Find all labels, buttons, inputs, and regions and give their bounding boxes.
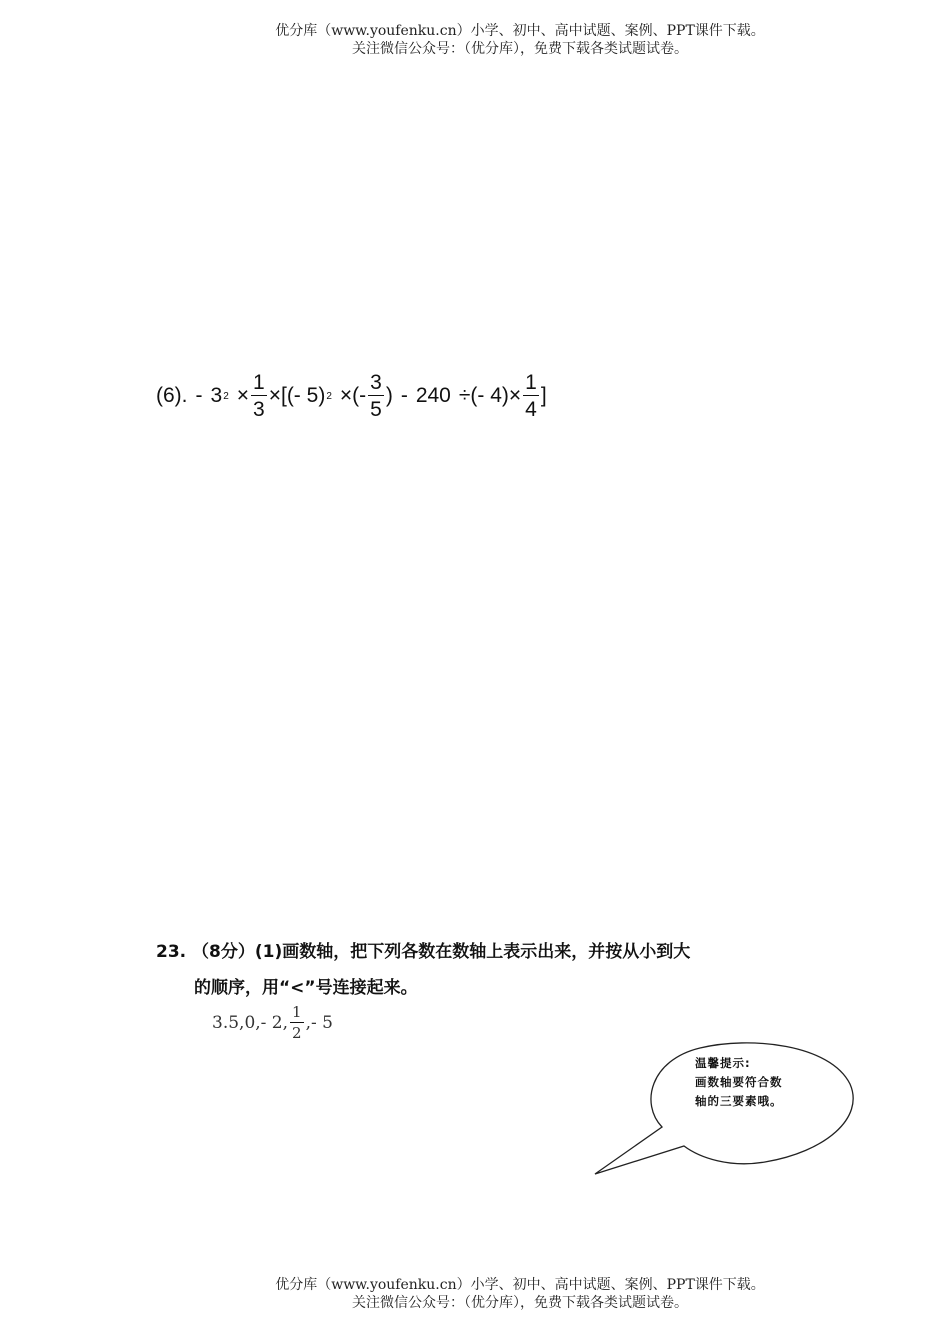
fraction-numerator: 1 <box>525 371 537 394</box>
footer-line-1: 优分库（www.youfenku.cn）小学、初中、高中试题、案例、PPT课件下载。 <box>275 1277 765 1293</box>
times-sign: × <box>339 384 353 407</box>
bracket-open: [ <box>280 384 287 407</box>
fraction-numerator: 1 <box>292 1003 302 1021</box>
negative-four: (- 4) <box>470 384 509 407</box>
minus-sign: - <box>400 384 408 407</box>
fraction-three-fifths <box>368 372 384 420</box>
footer-line-2: 关注微信公众号：（优分库），免费下载各类试题试卷。 <box>352 1295 688 1311</box>
paren-close: ) <box>385 384 393 407</box>
number-240: 240 <box>415 384 451 407</box>
header-line-2: 关注微信公众号：（优分库），免费下载各类试题试卷。 <box>352 41 688 57</box>
paren-open-minus: (- <box>352 384 367 407</box>
fraction-numerator: 3 <box>370 371 382 394</box>
fraction-one-third <box>251 372 267 420</box>
fraction-numerator: 1 <box>253 371 265 394</box>
page-footer <box>0 1276 950 1312</box>
question-23-line-1: 23. （8分）(1)画数轴，把下列各数在数轴上表示出来，并按从小到大 <box>156 942 691 962</box>
fraction-denominator: 4 <box>523 395 539 420</box>
numbers-prefix: 3.5,0,- 2, <box>212 1013 289 1033</box>
times-sign: × <box>236 384 250 407</box>
fraction-denominator: 3 <box>251 395 267 420</box>
question-23-line-2: 的顺序，用“<”号连接起来。 <box>194 978 418 998</box>
tip-line-2: 画数轴要符合数 <box>695 1075 783 1089</box>
number-list <box>212 1005 333 1041</box>
negative-five: (- 5) <box>286 384 326 407</box>
minus-sign: - <box>195 384 203 407</box>
numbers-suffix: ,- 5 <box>305 1013 333 1033</box>
times-sign: × <box>268 384 281 407</box>
fraction-one-half <box>290 1005 304 1041</box>
tip-text <box>695 1054 835 1111</box>
exponent-2: 2 <box>223 390 229 402</box>
divide-sign: ÷ <box>458 384 471 407</box>
problem-6-label: (6). <box>156 384 188 407</box>
fraction-denominator: 2 <box>292 1024 302 1042</box>
header-line-1: 优分库（www.youfenku.cn）小学、初中、高中试题、案例、PPT课件下载。 <box>275 23 765 39</box>
exponent-2: 2 <box>326 390 332 402</box>
tip-line-1: 温馨提示: <box>695 1056 751 1070</box>
question-23 <box>156 934 776 1006</box>
bracket-close: ] <box>540 384 547 407</box>
problem-6-expression <box>156 366 547 426</box>
base-3: 3 <box>210 384 223 407</box>
fraction-denominator: 5 <box>368 395 384 420</box>
times-sign: × <box>508 384 522 407</box>
fraction-one-fourth <box>523 372 539 420</box>
page-header <box>0 22 950 58</box>
tip-line-3: 轴的三要素哦。 <box>695 1094 783 1108</box>
